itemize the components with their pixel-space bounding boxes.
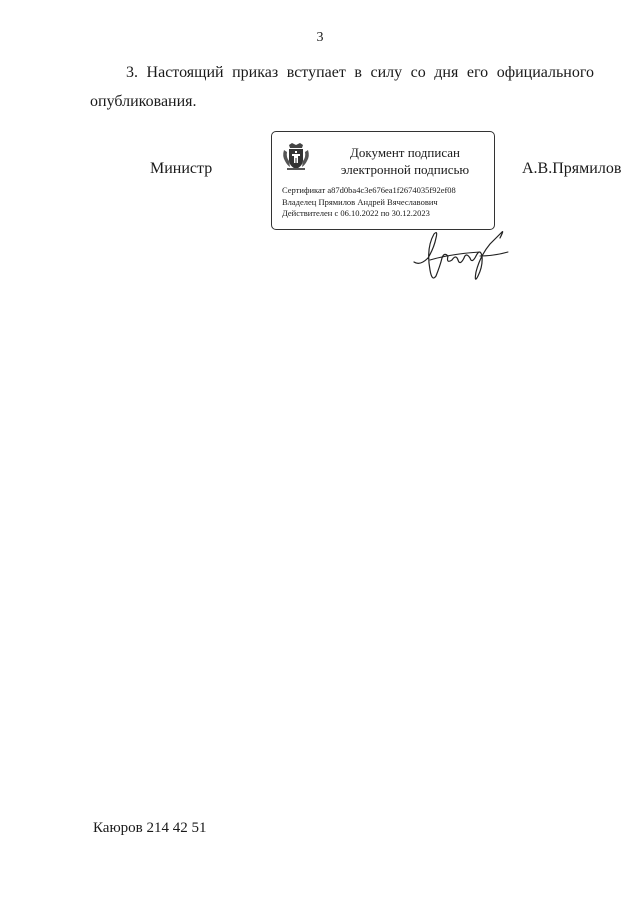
electronic-signature-stamp — [271, 131, 495, 230]
stamp-owner: Владелец Прямилов Андрей Вячеславович — [282, 196, 438, 207]
page-number: 3 — [316, 30, 324, 45]
order-paragraph: 3. Настоящий приказ вступает в силу со дня его официального опубликования. — [90, 64, 594, 110]
coat-of-arms-icon — [281, 142, 311, 172]
stamp-title-line-2: электронной подписью — [340, 162, 470, 177]
position-title: Министр — [150, 160, 213, 177]
signer-name: А.В.Прямилов — [522, 160, 622, 177]
stamp-title-line-1: Документ подписан — [350, 145, 460, 160]
handwritten-signature — [410, 226, 510, 288]
stamp-certificate: Сертификат a87d0ba4c3e676ea1f2674035f92ef08 — [282, 185, 456, 195]
stamp-validity: Действителен с 06.10.2022 по 30.12.2023 — [282, 208, 430, 218]
executor-contact: Каюров 214 42 51 — [93, 820, 207, 836]
